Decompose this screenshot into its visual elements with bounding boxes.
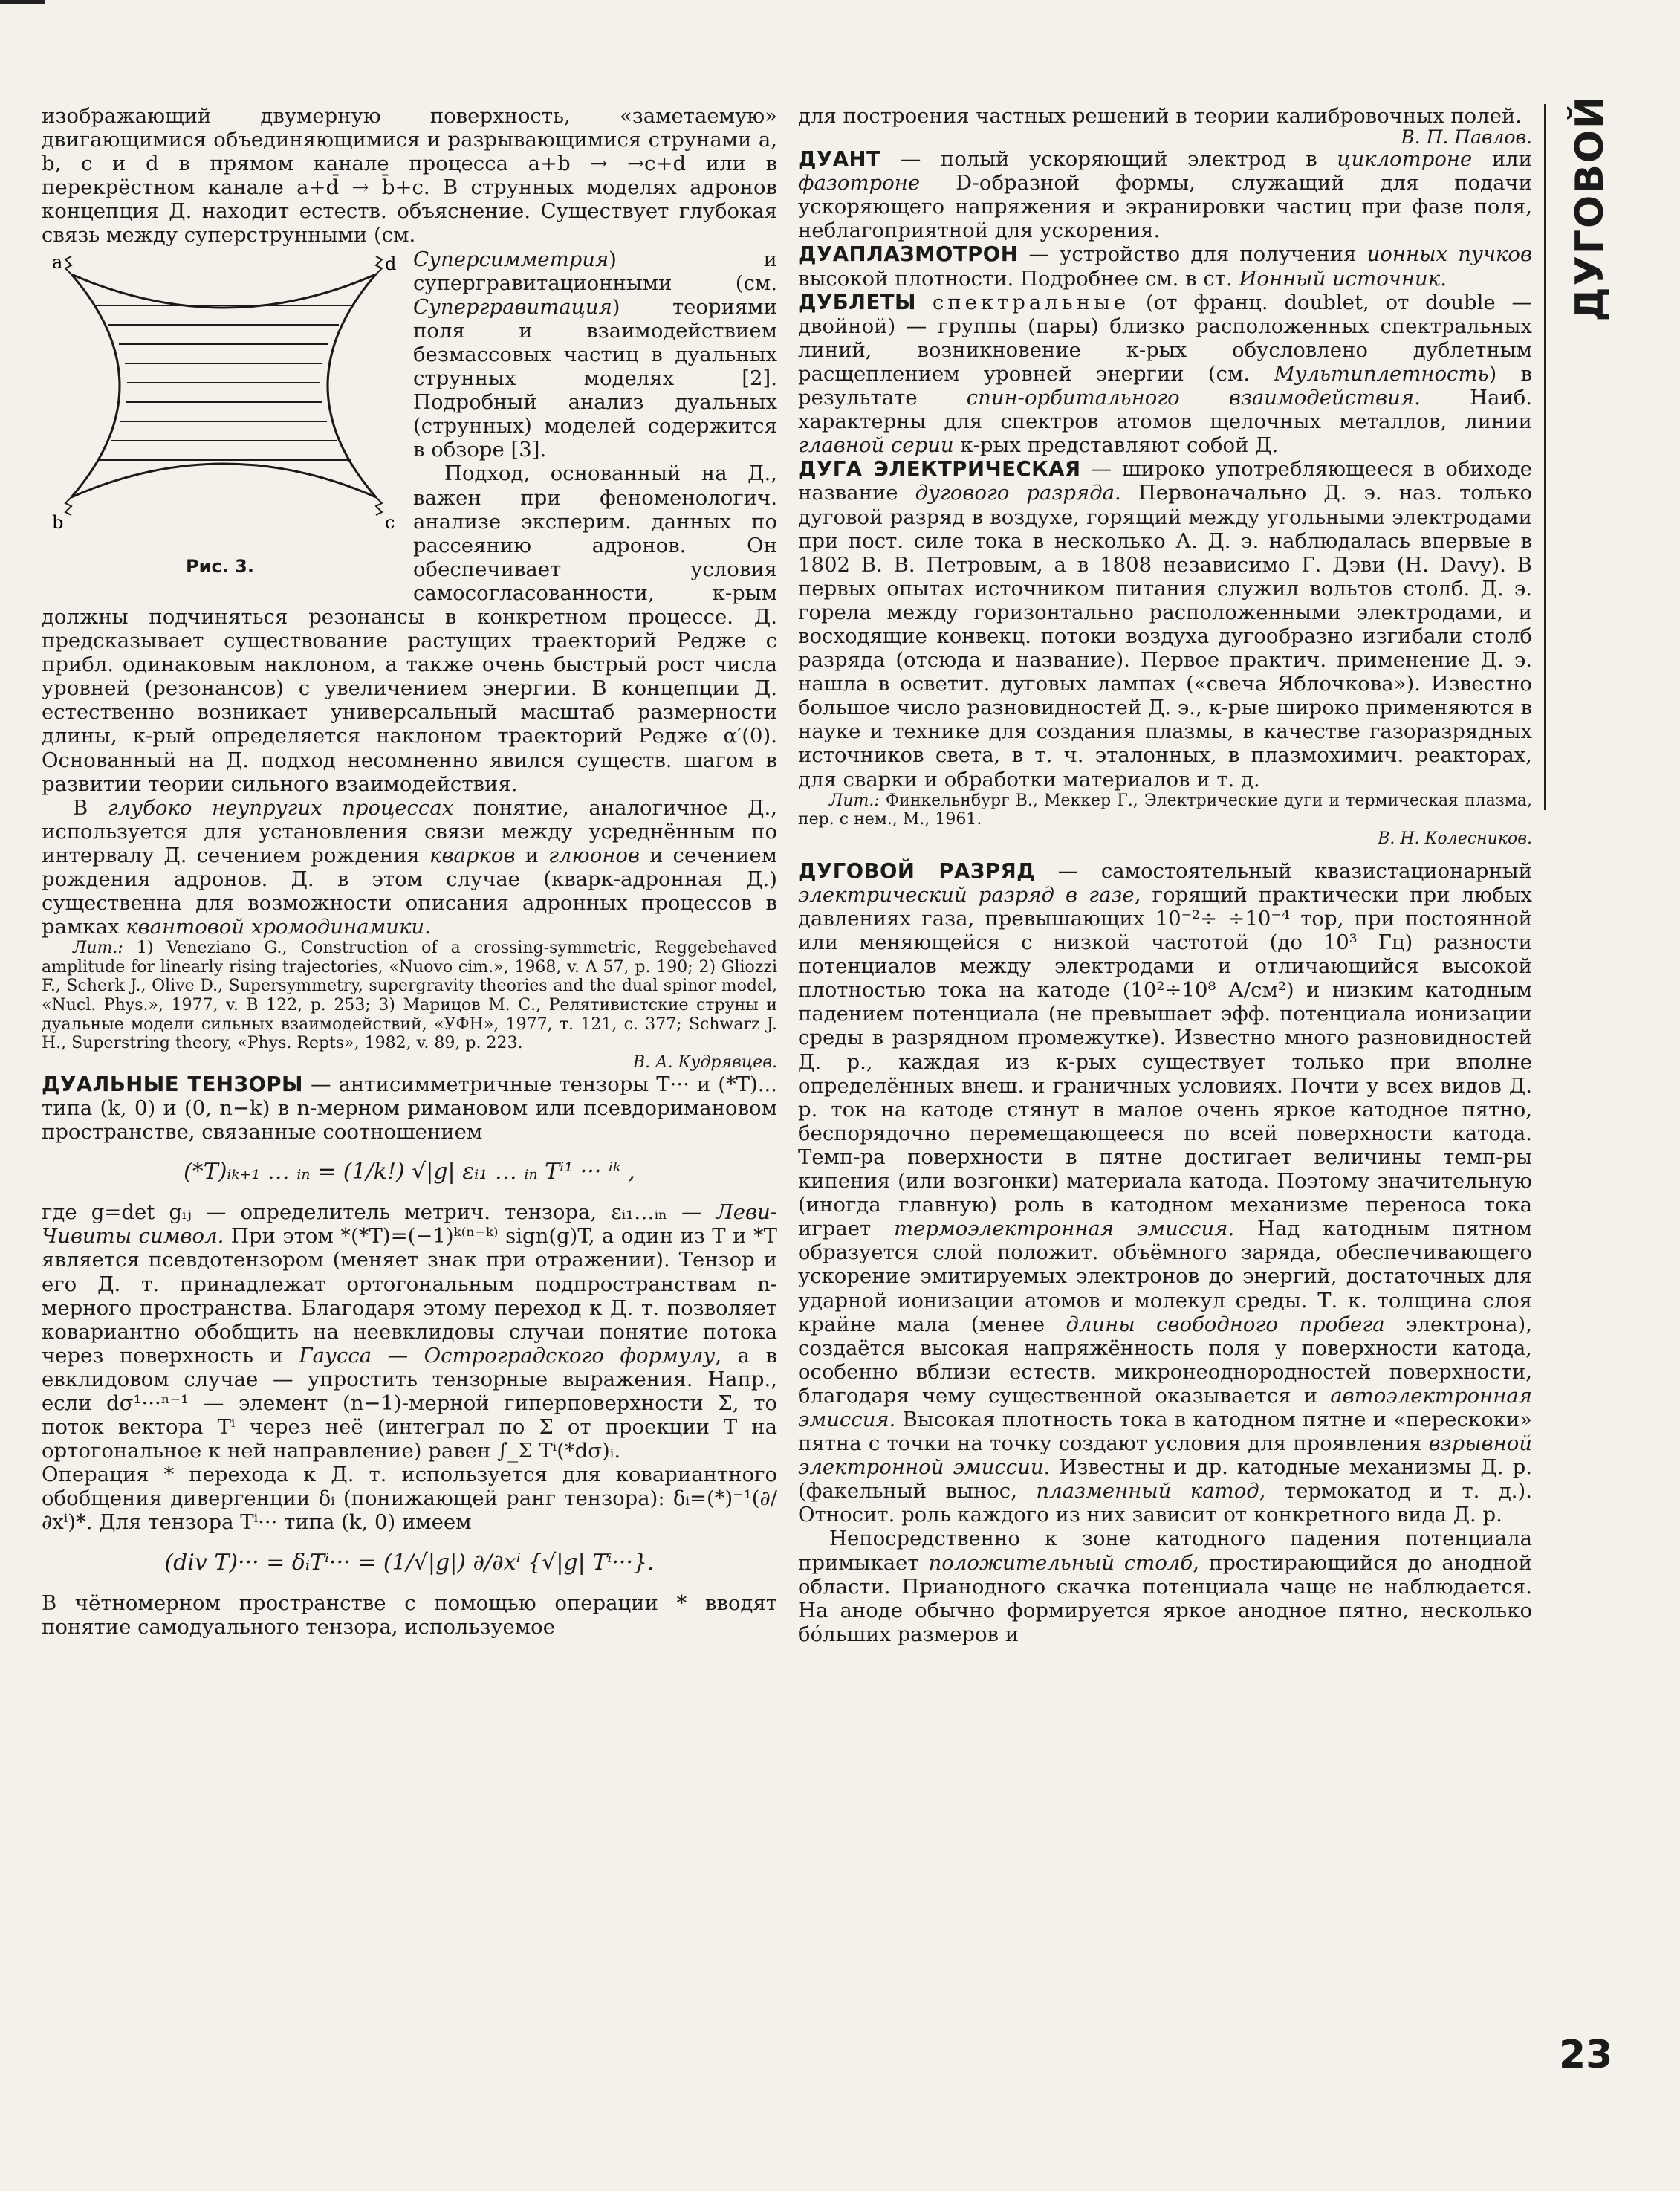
column-rule xyxy=(1544,104,1546,810)
paragraph-levi-civita: где g=det gᵢⱼ — определитель метрич. тензора, εᵢ₁…ᵢₙ — Леви-Чивиты символ. При этом *(*T)=(−1)ᵏ⁽ⁿ⁻ᵏ⁾ sign(g)T, а один из T и *T является псевдотензором (меняет знак при отражении). Тензор и его Д. т. принадлежат ортогональным подпространствам n-мерного пространства. Благодаря этому переход к Д. т. позволяет ковариантно обобщить на неевклидовы случаи понятие потока через поверхность и Гаусса — Остроградского формулу, а в евклидовом случае — упростить тензорные выражения. Напр., если dσ¹···ⁿ⁻¹ — элемент (n−1)-мерной гиперповерхности Σ, то поток вектора Tⁱ через неё (интеграл по Σ от проекции T на ортогональное к ней направление) равен ∫_Σ Tⁱ(*dσ)ᵢ. xyxy=(42,1200,777,1463)
paragraph-divergence: Операция * перехода к Д. т. используется для ковариантного обобщения дивергенции δᵢ (понижающей ранг тензора): δᵢ=(*)⁻¹(∂/∂xⁱ)*. Для тензора Tⁱ··· типа (k, 0) имеем xyxy=(42,1463,777,1535)
signature-kolesnikov: В. Н. Колесников. xyxy=(1378,829,1532,848)
right-column xyxy=(798,104,1532,2161)
spacer xyxy=(798,849,1532,859)
entry-duant: ДУАНТ — полый ускоряющий электрод в циклотроне или фазотроне D-образной формы, служащий для подачи ускоряющего напряжения и экранировки частиц при фазе поля, неблагоприятной для ускорения. xyxy=(798,147,1532,243)
formula-dual-tensor: (*T)ᵢₖ₊₁ … ᵢₙ = (1/k!) √|g| εᵢ₁ … ᵢₙ Tⁱ¹ ··· ⁱᵏ , xyxy=(184,1159,635,1185)
paragraph-self-dual: В чётномерном пространстве с помощью операции * вводят понятие самодуального тензора, используемое xyxy=(42,1590,777,1639)
paragraph-phenomenology: Подход, основанный на Д., важен при феноменологич. анализе эксперим. данных по рассеянию адронов. Он обеспечивает условия самосогласованности, к-рым должны подчиняться резонансы в конкретном процессе. Д. предсказывает существование растущих траекторий Редже с прибл. одинаковым наклоном, а также очень быстрый рост числа уровней (резонансов) с увеличением энергии. В концепции Д. естественно возникает универсальный масштаб размерности длины, к-рый определяется наклоном траекторий Редже α′(0). Основанный на Д. подход несомненно явился существ. шагом в развитии теории сильного взаимодействия. xyxy=(42,462,777,796)
crop-mark xyxy=(0,0,45,4)
paragraph-strings: изображающий двумерную поверхность, «заметаемую» двигающимися объединяющимися и разрывающимися струнами a, b, c и d в прямом канале процесса a+b → →c+d или в перекрёстном канале a+d̄ → b̄+c. В струнных моделях адронов концепция Д. находит естеств. объяснение. Существует глубокая связь между суперструнными (см. xyxy=(42,104,777,247)
entry-doublets: ДУБЛЕТЫ спектральные (от франц. doublet, от double — двойной) — группы (пары) близко расположенных спектральных линий, возникновение к-рых обусловлено дублетным расщеплением уровней энергии (см. Мультиплетность) в результате спин-орбитального взаимодействия. Наиб. характерны для спектров атомов щелочных металлов, линии главной серии к-рых представляют собой Д. xyxy=(798,290,1532,458)
paragraph-gauge-fields: для построения частных решений в теории калибровочных полей. xyxy=(798,104,1522,128)
entry-electric-arc: ДУГА ЭЛЕКТРИЧЕСКАЯ — широко употребляющееся в обиходе название дугового разряда. Первоначально Д. э. наз. только дуговой разряд в воздухе, горящий между угольными электродами при пост. силе тока в несколько А. Д. э. наблюдалась впервые в 1802 В. В. Петровым, а в 1808 независимо Г. Дэви (H. Davy). В первых опытах источником питания служил вольтов столб. Д. э. горела между горизонтально расположенными электродами, и восходящие конвекц. потоки воздуха дугообразно изгибали столб разряда (отсюда и название). Первое практич. применение Д. э. нашла в осветит. дуговых лампах («свеча Яблочкова»). Известно большое число разновидностей Д. э., к-рые широко применяются в науке и технике для создания плазмы, в качестве газоразрядных источников света, в т. ч. эталонных, в плазмохимич. реакторах, для сварки и обработки материалов и т. д. xyxy=(798,457,1532,792)
figure-label-b: b xyxy=(52,511,64,533)
page-number: 23 xyxy=(1559,2033,1613,2077)
entry-arc-discharge: ДУГОВОЙ РАЗРЯД — самостоятельный квазистационарный электрический разряд в газе, горящий практически при любых давлениях газа, превышающих 10⁻²÷ ÷10⁻⁴ тор, при постоянной или меняющейся с низкой частотой (до 10³ Гц) разности потенциалов между электродами и отличающийся высокой плотностью тока на катоде (10²÷10⁸ А/см²) и низким катодным падением потенциала (не превышает эфф. потенциала ионизации среды в разрядном промежутке). Известно много разновидностей Д. р., каждая из к-рых существует только при вполне определённых внеш. и граничных условиях. Почти у всех видов Д. р. ток на катоде стянут в малое очень яркое катодное пятно, беспорядочно перемещающееся по всей поверхности катода. Темп-ра поверхности в пятне достигает величины темп-ры кипения (или возгонки) материала катода. Поэтому значительную (иногда главную) роль в катодном механизме переноса тока играет термоэлектронная эмиссия. Над катодным пятном образуется слой положит. объёмного заряда, обеспечивающего ускорение эмитируемых электронов до энергий, достаточных для ударной ионизации атомов и молекул среды. Т. к. толщина слоя крайне мала (менее длины свободного пробега электрона), создаётся высокая напряжённость поля у поверхности катода, особенно вблизи естеств. микронеоднородностей поверхности, благодаря чему существенной оказывается и автоэлектронная эмиссия. Высокая плотность тока в катодном пятне и «перескоки» пятна с точки на точку создают условия для проявления взрывной электронной эмиссии. Известны и др. катодные механизмы Д. р. (факельный вынос, плазменный катод, термокатод и т. д.). Относит. роль каждого из них зависит от конкретного вида Д. р. xyxy=(798,858,1532,1527)
running-head: ДУГОВОЙ xyxy=(1568,94,1612,322)
paragraph-deep-inelastic: В глубоко неупругих процессах понятие, аналогичное Д., используется для установления связи между усреднённым по интервалу Д. сечением рождения кварков и глюонов и сечением рождения адронов. Д. в этом случае (кварк-адронная Д.) существенна для возможности описания адронных процессов в рамках квантовой хромодинамики. xyxy=(42,795,777,939)
headword-electric-arc: ДУГА ЭЛЕКТРИЧЕСКАЯ xyxy=(798,457,1081,482)
headword-arc-discharge: ДУГОВОЙ РАЗРЯД xyxy=(798,858,1036,883)
entry-duoplasmatron: ДУАПЛАЗМОТРОН — устройство для получения ионных пучков высокой плотности. Подробнее см. в ст. Ионный источник. xyxy=(798,242,1532,291)
entry-dual-tensors: ДУАЛЬНЫЕ ТЕНЗОРЫ — антисимметричные тензоры T··· и (*T)... типа (k, 0) и (0, n−k) в n-мерном римановом или псевдоримановом пространстве, связанные соотношением xyxy=(42,1072,777,1145)
figure-label-a: a xyxy=(52,251,63,273)
signature-pavlov: В. П. Павлов. xyxy=(1401,126,1532,149)
signature-kudryavtsev: В. А. Кудрявцев. xyxy=(632,1052,777,1072)
headword-doublets: ДУБЛЕТЫ xyxy=(798,290,917,314)
figure-caption: Рис. 3. xyxy=(186,556,254,577)
headword-dual-tensors: ДУАЛЬНЫЕ ТЕНЗОРЫ xyxy=(42,1072,304,1096)
headword-duant: ДУАНТ xyxy=(798,147,881,172)
literature-arc: Лит.: Финкельнбург В., Меккер Г., Электрические дуги и термическая плазма, пер. с нем., М., 1961. xyxy=(798,791,1532,829)
headword-duoplasmatron: ДУАПЛАЗМОТРОН xyxy=(798,242,1019,267)
paragraph-positive-column: Непосредственно к зоне катодного падения потенциала примыкает положительный столб, простирающийся до анодной области. Прианодного скачка потенциала чаще не наблюдается. На аноде обычно формируется яркое анодное пятно, несколько бо́льших размеров и xyxy=(798,1527,1532,1646)
figure-3 xyxy=(42,252,398,579)
figure-label-d: d xyxy=(385,253,397,274)
formula-divergence: (div T)··· = δᵢTⁱ··· = (1/√|g|) ∂/∂xⁱ {√|g| Tⁱ···}. xyxy=(164,1549,655,1576)
string-diagram xyxy=(42,252,398,579)
left-column xyxy=(42,104,777,2161)
paragraph-supersymmetry: Суперсимметрия) и супергравитационными (см. Супергравитация) теориями поля и взаимодействием безмассовых частиц в дуальных струнных моделях [2]. Подробный анализ дуальных (струнных) моделей содержится в обзоре [3]. xyxy=(413,247,777,462)
literature-duality: Лит.: 1) Veneziano G., Construction of a crossing-symmetric, Reggebehaved amplitude for linearly rising trajectories, «Nuovo cim.», 1968, v. A 57, p. 190; 2) Gliozzi F., Scherk J., Olive D., Supersymmetry, supergravity theories and the dual spinor model, «Nucl. Phys.», 1977, v. B 122, p. 253; 3) Марицов М. С., Релятивистские струны и дуальные модели сильных взаимодействий, «УФН», 1977, т. 121, с. 377; Schwarz J. H., Superstring theory, «Phys. Repts», 1982, v. 89, p. 223. xyxy=(42,939,777,1053)
figure-label-c: c xyxy=(385,511,395,533)
